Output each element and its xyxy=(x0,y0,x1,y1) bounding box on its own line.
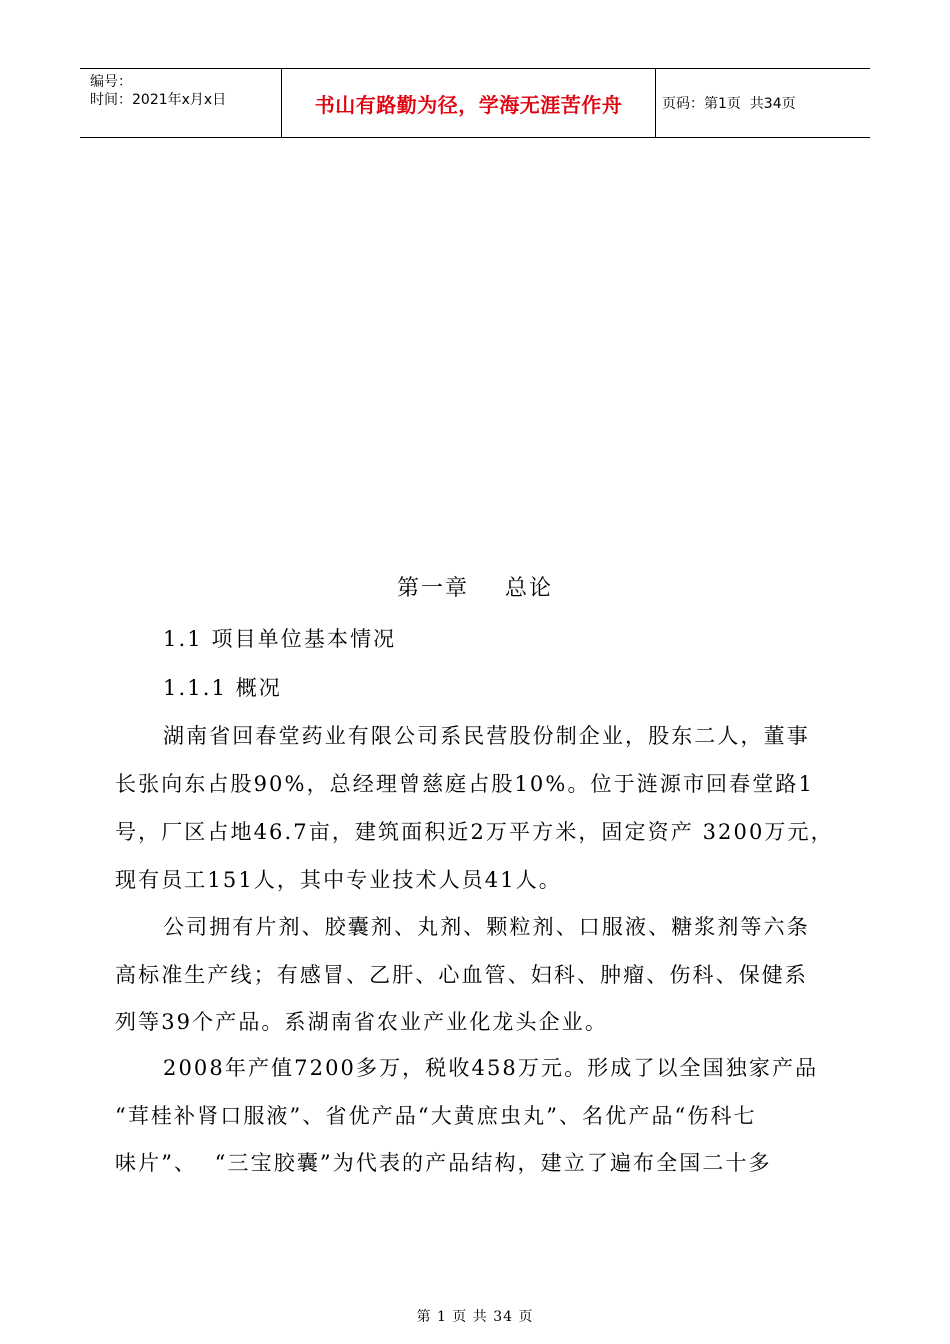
header-page-info: 页码：第1页 共34页 xyxy=(662,96,796,112)
paragraph-line: 号，厂区占地46.7亩，建筑面积近2万平方米，固定资产 3200万元， xyxy=(115,820,834,844)
paragraph-line: 高标准生产线；有感冒、乙肝、心血管、妇科、肿瘤、伤科、保健系 xyxy=(115,963,808,987)
paragraph-line: 长张向东占股90%，总经理曾慈庭占股10%。位于涟源市回春堂路1 xyxy=(115,772,814,796)
header-motto-cell xyxy=(282,69,656,137)
paragraph-line: 湖南省回春堂药业有限公司系民营股份制企业，股东二人，董事 xyxy=(163,724,810,748)
document-number-label: 编号： xyxy=(90,74,132,90)
subsection-heading: 1.1.1 概况 xyxy=(163,676,282,700)
header-motto: 书山有路勤为径，学海无涯苦作舟 xyxy=(314,92,623,117)
section-heading: 1.1 项目单位基本情况 xyxy=(163,627,397,651)
paragraph-line: 公司拥有片剂、胶囊剂、丸剂、颗粒剂、口服液、糖浆剂等六条 xyxy=(163,915,810,939)
document-header xyxy=(80,68,870,138)
paragraph-line: 现有员工151人，其中专业技术人员41人。 xyxy=(115,868,562,892)
document-time-label: 时间：2021年x月x日 xyxy=(90,92,227,108)
paragraph-line: 2008年产值7200多万，税收458万元。形成了以全国独家产品 xyxy=(163,1056,819,1080)
header-meta-cell xyxy=(80,69,282,137)
chapter-title: 第一章 总论 xyxy=(397,576,553,601)
header-page-cell xyxy=(656,69,870,137)
paragraph-line: 列等39个产品。系湖南省农业产业化龙头企业。 xyxy=(115,1010,608,1034)
paragraph-line: 味片”、 “三宝胶囊”为代表的产品结构，建立了遍布全国二十多 xyxy=(115,1151,772,1175)
paragraph-line: “茸桂补肾口服液”、省优产品“大黄庶虫丸”、名优产品“伤科七 xyxy=(115,1104,757,1128)
page-footer: 第 1 页 共 34 页 xyxy=(416,1309,534,1325)
